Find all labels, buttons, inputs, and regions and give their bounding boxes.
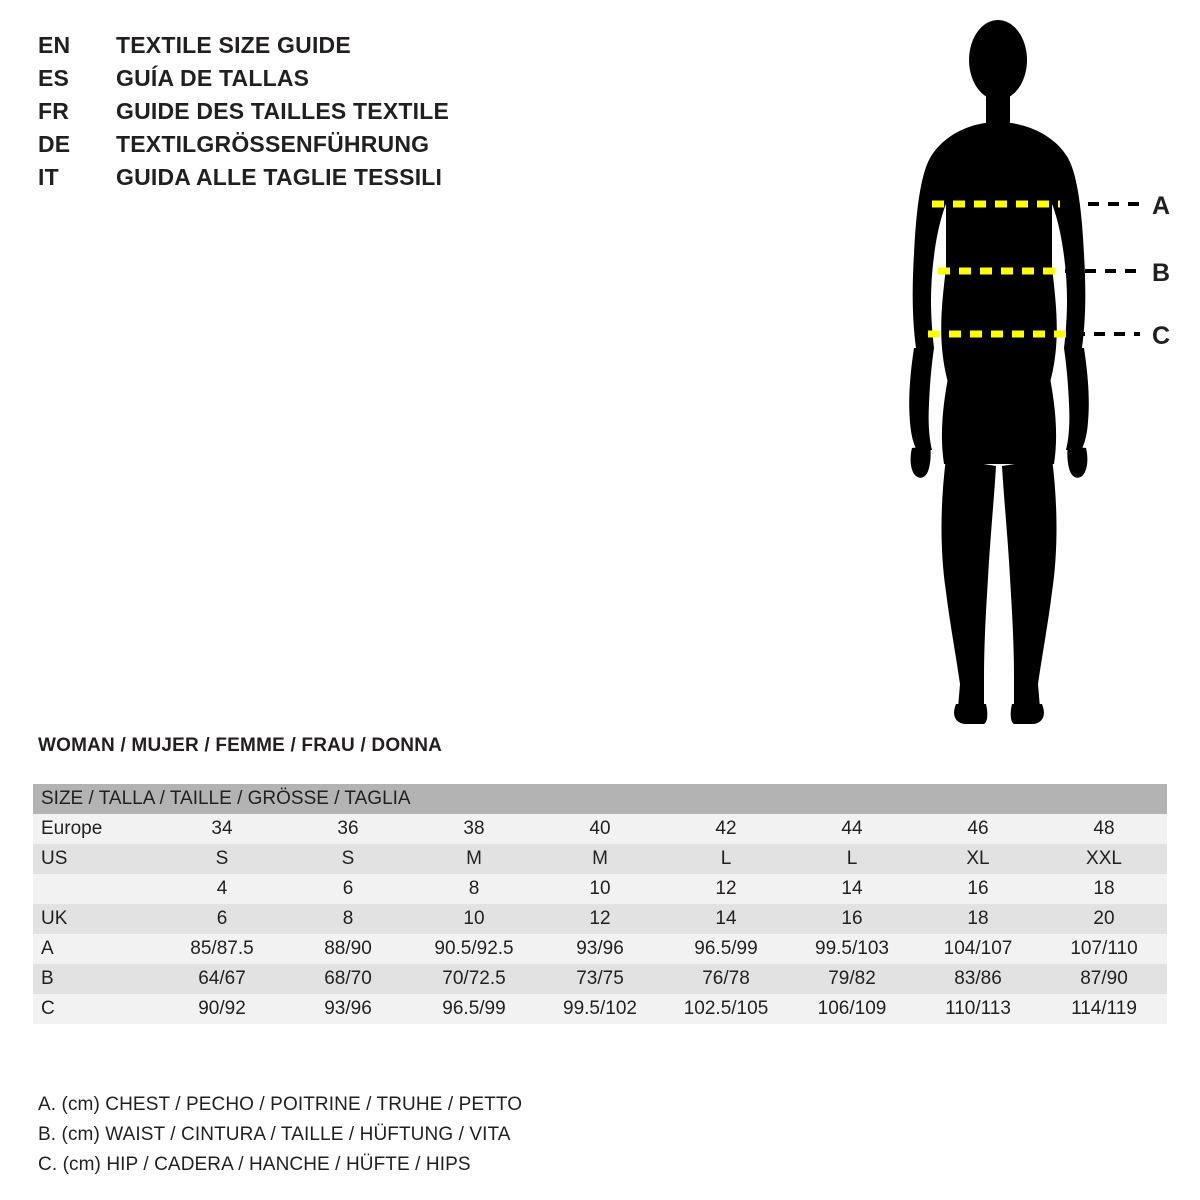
table-cell: 16 [915, 874, 1041, 904]
table-cell: 46 [915, 814, 1041, 844]
female-body-diagram [860, 18, 1190, 748]
table-cell: S [285, 844, 411, 874]
table-cell: 4 [159, 874, 285, 904]
table-cell: 8 [411, 874, 537, 904]
table-row [33, 814, 1167, 844]
title-language-code: FR [38, 98, 70, 124]
table-cell: 10 [537, 874, 663, 904]
table-cell: 34 [159, 814, 285, 844]
table-cell: 88/90 [285, 934, 411, 964]
title-language-code: DE [38, 131, 71, 157]
table-cell: 14 [663, 904, 789, 934]
table-row [33, 874, 1167, 904]
table-cell: 18 [1041, 874, 1167, 904]
title-language-code: ES [38, 65, 70, 91]
row-label: C [33, 994, 159, 1024]
table-cell: 6 [159, 904, 285, 934]
table-cell: 99.5/103 [789, 934, 915, 964]
title-language-text: GUIDE DES TAILLES TEXTILE [116, 98, 449, 124]
table-cell: 40 [537, 814, 663, 844]
table-cell: 107/110 [1041, 934, 1167, 964]
table-cell: 73/75 [537, 964, 663, 994]
size-chart-table [33, 784, 1167, 1024]
table-cell: 12 [663, 874, 789, 904]
table-cell: 106/109 [789, 994, 915, 1024]
measurement-label-b: B [1152, 259, 1171, 287]
table-cell: XXL [1041, 844, 1167, 874]
size-guide-title-block [38, 32, 598, 197]
measurement-label-a: A [1152, 192, 1171, 220]
legend-item-b: B. (cm) WAIST / CINTURA / TAILLE / HÜFTUNG / VITA [38, 1124, 511, 1145]
title-language-code: IT [38, 164, 59, 190]
table-cell: 12 [537, 904, 663, 934]
table-row [33, 904, 1167, 934]
row-label: Europe [33, 814, 159, 844]
table-header-row [33, 784, 1167, 814]
table-cell: L [789, 844, 915, 874]
table-cell: 38 [411, 814, 537, 844]
table-cell: 76/78 [663, 964, 789, 994]
table-cell: 79/82 [789, 964, 915, 994]
table-cell: 20 [1041, 904, 1167, 934]
table-row [33, 964, 1167, 994]
table-cell: L [663, 844, 789, 874]
table-cell: 44 [789, 814, 915, 844]
table-row [33, 994, 1167, 1024]
table-cell: 96.5/99 [663, 934, 789, 964]
title-row [38, 32, 598, 65]
table-cell: 68/70 [285, 964, 411, 994]
title-language-text: TEXTILGRÖSSENFÜHRUNG [116, 131, 430, 157]
legend-item-c: C. (cm) HIP / CADERA / HANCHE / HÜFTE / HIPS [38, 1154, 471, 1175]
title-language-text: GUIDA ALLE TAGLIE TESSILI [116, 164, 443, 190]
row-label [33, 874, 159, 904]
table-cell: S [159, 844, 285, 874]
table-cell: 93/96 [285, 994, 411, 1024]
table-row [33, 844, 1167, 874]
measurement-legend [38, 1090, 738, 1180]
female-silhouette [909, 20, 1089, 724]
table-cell: 93/96 [537, 934, 663, 964]
table-cell: 16 [789, 904, 915, 934]
title-language-text: TEXTILE SIZE GUIDE [116, 32, 351, 58]
table-header-label: SIZE / TALLA / TAILLE / GRÖSSE / TAGLIA [33, 784, 1167, 814]
table-cell: 36 [285, 814, 411, 844]
legend-item-a: A. (cm) CHEST / PECHO / POITRINE / TRUHE / PETTO [38, 1094, 523, 1115]
table-cell: 83/86 [915, 964, 1041, 994]
table-cell: 64/67 [159, 964, 285, 994]
table-cell: 85/87.5 [159, 934, 285, 964]
table-cell: 90.5/92.5 [411, 934, 537, 964]
table-cell: 10 [411, 904, 537, 934]
table-cell: 90/92 [159, 994, 285, 1024]
table-cell: M [411, 844, 537, 874]
title-row [38, 98, 598, 131]
table-cell: 104/107 [915, 934, 1041, 964]
table-cell: 42 [663, 814, 789, 844]
title-language-code: EN [38, 32, 71, 58]
table-cell: 110/113 [915, 994, 1041, 1024]
measurement-label-c: C [1152, 322, 1171, 350]
table-row [33, 934, 1167, 964]
table-cell: 87/90 [1041, 964, 1167, 994]
table-cell: 96.5/99 [411, 994, 537, 1024]
table-cell: 114/119 [1041, 994, 1167, 1024]
title-row [38, 164, 598, 197]
table-cell: 8 [285, 904, 411, 934]
table-cell: 14 [789, 874, 915, 904]
table-cell: XL [915, 844, 1041, 874]
table-cell: 99.5/102 [537, 994, 663, 1024]
table-cell: M [537, 844, 663, 874]
title-row [38, 131, 598, 164]
title-row [38, 65, 598, 98]
table-cell: 70/72.5 [411, 964, 537, 994]
title-language-text: GUÍA DE TALLAS [116, 65, 310, 91]
table-cell: 6 [285, 874, 411, 904]
table-cell: 48 [1041, 814, 1167, 844]
table-cell: 102.5/105 [663, 994, 789, 1024]
row-label: UK [33, 904, 159, 934]
row-label: A [33, 934, 159, 964]
row-label: US [33, 844, 159, 874]
table-cell: 18 [915, 904, 1041, 934]
row-label: B [33, 964, 159, 994]
section-heading-woman: WOMAN / MUJER / FEMME / FRAU / DONNA [38, 735, 443, 756]
